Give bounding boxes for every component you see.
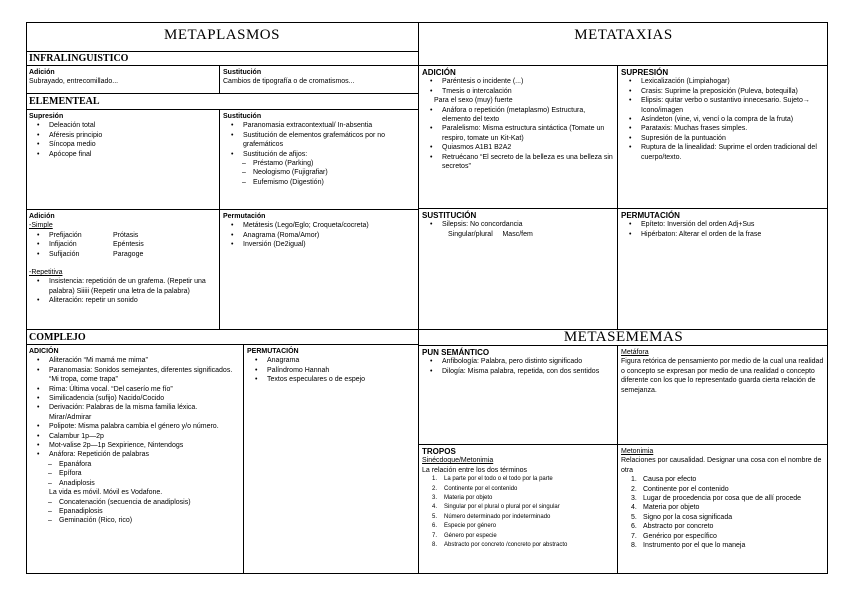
tropos-subtitle: Sinécdoque/Metonimia xyxy=(422,457,494,465)
list-item: • Aliteración: repetir un sonido xyxy=(29,296,216,305)
list-item: • Supresión de la puntuación xyxy=(621,134,825,143)
metafora-title: Metáfora xyxy=(621,349,649,356)
pun-title: PUN SEMÁNTICO xyxy=(422,348,490,357)
simple-term: Infijación xyxy=(49,241,77,249)
list-item: • Polipote: Misma palabra cambia el género y/o número. xyxy=(29,422,240,431)
list-item: – Epanadiplosis xyxy=(29,507,240,516)
list-item: • Crasis: Suprime la preposición (Puleva, botequilla) xyxy=(621,87,825,96)
mt-adicion-cell xyxy=(419,66,618,209)
list-item: 1. La parte por el todo o el todo por la parte xyxy=(422,475,614,484)
list-item: – Anadiplosis xyxy=(29,479,240,488)
mt-sustitucion-cell xyxy=(419,209,618,330)
list-item: • Inversión (De2igual) xyxy=(223,240,415,249)
elemental-heading: ELEMENTEAL xyxy=(26,94,418,110)
metonimia-title: Metonimia xyxy=(621,448,654,455)
simple-term: Prótasis xyxy=(113,231,139,239)
list-item: • Apócope final xyxy=(29,150,216,159)
elem-permutacion-title: Permutación xyxy=(223,213,266,220)
list-item: • Insistencia: repetición de un grafema. (Repetir una palabra) Siiiii (Repetir una letra de la palabra) xyxy=(29,277,216,296)
mt-permutacion-title: PERMUTACIÓN xyxy=(621,211,680,220)
infralinguistico-heading: INFRALINGUISTICO xyxy=(26,52,418,66)
list-item: 6. Abstracto por concreto xyxy=(621,522,825,531)
list-item: • Metátesis (Lego/Eglo; Croqueta/cocreta) xyxy=(223,221,415,230)
simple-label: -Simple xyxy=(29,222,53,230)
infra-sustitucion-cell xyxy=(220,66,418,94)
simple-term: Prefijación xyxy=(49,231,82,239)
list-item: • Dilogía: Misma palabra, repetida, con dos sentidos xyxy=(422,367,614,376)
repetitiva-label: -Repetitiva xyxy=(29,269,63,277)
list-item xyxy=(29,250,216,259)
list-item: – Epanáfora xyxy=(29,460,240,469)
list-item: • Ruptura de la linealidad: Suprime el orden tradicional del cuerpo/texto. xyxy=(621,143,825,162)
list-item: • Anfibología: Palabra, pero distinto significado xyxy=(422,357,614,366)
metaplasmos-title: METAPLASMOS xyxy=(26,24,418,52)
simple-term: Paragoge xyxy=(113,250,144,258)
list-item: • Anagrama xyxy=(247,356,415,365)
list-item: • Lexicalización (Limpiahogar) xyxy=(621,77,825,86)
metonimia-intro: Relaciones por causalidad. Designar una cosa con el nombre de otra xyxy=(621,457,822,474)
list-item: • Tmesis o intercalación xyxy=(422,87,614,96)
list-item: • Derivación: Palabras de la misma familia léxica. Mirar/Admirar xyxy=(29,403,240,422)
list-item: 4. Singular por el plural o plural por el singular xyxy=(422,503,614,512)
complejo-permutacion-cell xyxy=(244,345,418,574)
metafora-cell xyxy=(618,346,828,444)
list-item xyxy=(29,240,216,249)
list-item: 2. Continente por el contenido xyxy=(422,485,614,494)
mt-adicion-title: ADICIÓN xyxy=(422,68,456,77)
elem-sustitucion-cell xyxy=(220,110,418,210)
list-item: – Préstamo (Parking) xyxy=(223,159,415,168)
list-item: • Quiasmos A1B1 B2A2 xyxy=(422,143,614,152)
list-item: • Similicadencia (sufijo) Nacido/Cocido xyxy=(29,394,240,403)
list-item: 7. Género por especie xyxy=(422,532,614,541)
metonimia-cell xyxy=(618,445,828,574)
list-item: 8. Instrumento por el que lo maneja xyxy=(621,541,825,550)
infra-sustitucion-title: Sustitución xyxy=(223,69,262,76)
mt-permutacion-cell xyxy=(618,209,828,330)
complejo-adicion-title: ADICIÓN xyxy=(29,348,59,355)
complejo-heading: COMPLEJO xyxy=(26,330,418,345)
list-item: 5. Signo por la cosa significada xyxy=(621,513,825,522)
list-item: • Silepsis: No concordancia xyxy=(422,220,614,229)
list-item: 5. Número determinado por indeterminado xyxy=(422,513,614,522)
list-item: – Concatenación (secuencia de anadiplosis) xyxy=(29,498,240,507)
list-item: • Asíndeton (vine, vi, vencí o la compra de la fruta) xyxy=(621,115,825,124)
complejo-adicion-cell xyxy=(26,345,244,574)
list-item: 3. Materia por objeto xyxy=(422,494,614,503)
list-item: • Deleación total xyxy=(29,121,216,130)
mt-supresion-cell xyxy=(618,66,828,209)
list-item: • Paréntesis o incidente (...) xyxy=(422,77,614,86)
list-item: • Elipsis: quitar verbo o sustantivo innecesario. Sujeto→ Icono/imagen xyxy=(621,96,825,115)
elem-permutacion-cell xyxy=(220,210,418,330)
list-item: • Sustitución de elementos grafemáticos por no grafemáticos xyxy=(223,131,415,150)
list-item: 8. Abstracto por concreto /concreto por abstracto xyxy=(422,541,614,550)
infra-adicion-cell xyxy=(26,66,220,94)
list-item: • Anáfora o repetición (metaplasmo) Estructura, elemento del texto xyxy=(422,106,614,125)
elem-supresion-cell xyxy=(26,110,220,210)
list-item: • Palíndromo Hannah xyxy=(247,366,415,375)
simple-term: Sufijación xyxy=(49,250,80,258)
list-item: • Calambur 1p—2p xyxy=(29,432,240,441)
list-item: • Paranomasia: Sonidos semejantes, diferentes significados. “Mi tropa, come trapa” xyxy=(29,366,240,385)
list-item: 7. Genérico por específico xyxy=(621,532,825,541)
elem-supresion-title: Supresión xyxy=(29,113,64,120)
note: Singular/plural Masc/fem xyxy=(448,230,533,238)
mt-sustitucion-title: SUSTITUCIÓN xyxy=(422,211,477,220)
list-item: • Aféresis principio xyxy=(29,131,216,140)
list-item: – Eufemismo (Digestión) xyxy=(223,178,415,187)
list-item: – Geminación (Rico, rico) xyxy=(29,516,240,525)
list-item: – Epífora xyxy=(29,469,240,478)
list-item: • Parataxis: Muchas frases simples. xyxy=(621,124,825,133)
infra-sustitucion-text: Cambios de tipografía o de cromatismos... xyxy=(223,78,355,86)
list-item: • Epíteto: Inversión del orden Adj+Sus xyxy=(621,220,825,229)
elem-sustitucion-title: Sustitución xyxy=(223,113,262,120)
list-item: • Sustitución de afijos: xyxy=(223,150,415,159)
pun-cell xyxy=(419,346,618,444)
elem-adicion-title: Adición xyxy=(29,213,55,220)
infra-adicion-title: Adición xyxy=(29,69,55,76)
list-item: • Textos especulares o de espejo xyxy=(247,375,415,384)
metasememas-title: METASEMEMAS xyxy=(419,330,828,346)
list-item: 4. Materia por objeto xyxy=(621,503,825,512)
list-item: • Paranomasia extracontextual/ In-absentia xyxy=(223,121,415,130)
complejo-permutacion-title: PERMUTACIÓN xyxy=(247,348,299,355)
list-item: • Paralelismo: Misma estructura sintáctica (Tomate un respiro, tomate un Kit-Kat) xyxy=(422,124,614,143)
infra-adicion-text: Subrayado, entrecomillado... xyxy=(29,78,119,86)
list-item: 1. Causa por efecto xyxy=(621,475,825,484)
tropos-title: TROPOS xyxy=(422,447,456,456)
list-item: 3. Lugar de procedencia por cosa que de allí procede xyxy=(621,494,825,503)
list-item: • Hipérbaton: Alterar el orden de la frase xyxy=(621,230,825,239)
note: Para el sexo (muy) fuerte xyxy=(434,97,513,105)
tropos-intro: La relación entre los dos términos xyxy=(422,466,528,474)
simple-term: Epéntesis xyxy=(113,241,144,249)
elem-adicion-cell xyxy=(26,210,220,330)
list-item xyxy=(29,231,216,240)
list-item: • Retruécano “El secreto de la belleza es una belleza sin secretos” xyxy=(422,153,614,172)
list-item: 6. Especie por género xyxy=(422,522,614,531)
list-item: • Anáfora: Repetición de palabras xyxy=(29,450,240,459)
list-item: • Anagrama (Roma/Amor) xyxy=(223,231,415,240)
mt-supresion-title: SUPRESIÓN xyxy=(621,68,669,77)
metafora-text: Figura retórica de pensamiento por medio de la cual una realidad o concepto se expresan por medio de una realidad o concepto diferente con los que lo representado guarda cierta relación de semejanza. xyxy=(621,358,824,394)
list-item: • Aliteración “Mi mamá me mima” xyxy=(29,356,240,365)
list-item: • Mot-valise 2p—1p Sexpirience, Nintendogs xyxy=(29,441,240,450)
tropos-cell xyxy=(419,445,618,574)
list-item: – Neologismo (Fujigrafiar) xyxy=(223,168,415,177)
list-item: 2. Continente por el contenido xyxy=(621,485,825,494)
note: La vida es móvil. Móvil es Vodafone. xyxy=(49,489,163,497)
list-item: • Rima: Última vocal. “Del caserío me fío” xyxy=(29,385,240,394)
metataxias-title: METATAXIAS xyxy=(419,24,828,66)
list-item: • Síncopa medio xyxy=(29,140,216,149)
